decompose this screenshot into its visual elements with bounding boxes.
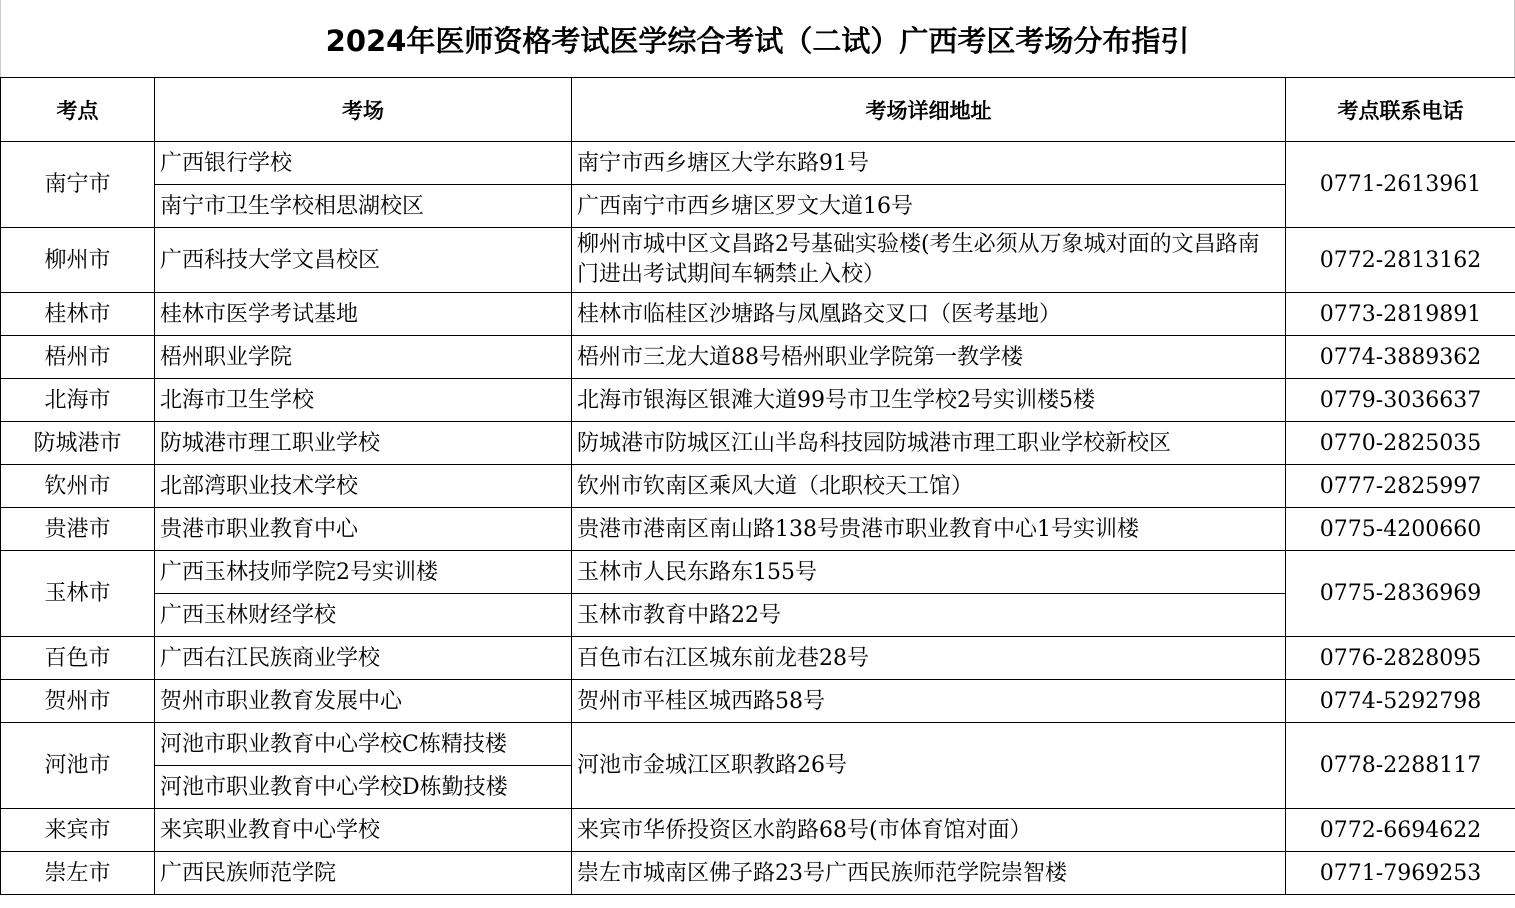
site-cell: 贺州市职业教育发展中心 [155, 680, 572, 723]
address-cell: 防城港市防城区江山半岛科技园防城港市理工职业学校新校区 [572, 422, 1286, 465]
table-row [1, 422, 1515, 465]
city-cell: 钦州市 [1, 465, 155, 508]
city-cell: 玉林市 [1, 551, 155, 637]
address-cell: 河池市金城江区职教路26号 [572, 723, 1286, 809]
header-city: 考点 [1, 78, 155, 142]
phone-cell: 0773-2819891 [1286, 293, 1515, 336]
phone-cell: 0774-5292798 [1286, 680, 1515, 723]
phone-cell: 0775-4200660 [1286, 508, 1515, 551]
site-cell: 广西玉林技师学院2号实训楼 [155, 551, 572, 594]
city-cell: 贵港市 [1, 508, 155, 551]
address-cell: 贺州市平桂区城西路58号 [572, 680, 1286, 723]
table-row [1, 723, 1515, 766]
site-cell: 梧州职业学院 [155, 336, 572, 379]
city-cell: 防城港市 [1, 422, 155, 465]
table-row [1, 809, 1515, 852]
address-cell: 贵港市港南区南山路138号贵港市职业教育中心1号实训楼 [572, 508, 1286, 551]
site-cell: 南宁市卫生学校相思湖校区 [155, 185, 572, 228]
city-cell: 南宁市 [1, 142, 155, 228]
city-cell: 贺州市 [1, 680, 155, 723]
address-cell: 来宾市华侨投资区水韵路68号(市体育馆对面） [572, 809, 1286, 852]
address-cell: 南宁市西乡塘区大学东路91号 [572, 142, 1286, 185]
header-phone: 考点联系电话 [1286, 78, 1515, 142]
phone-cell: 0777-2825997 [1286, 465, 1515, 508]
site-cell: 广西民族师范学院 [155, 852, 572, 895]
address-cell: 柳州市城中区文昌路2号基础实验楼(考生必须从万象城对面的文昌路南门进出考试期间车辆禁止入校） [572, 228, 1286, 293]
phone-cell: 0775-2836969 [1286, 551, 1515, 637]
site-cell: 贵港市职业教育中心 [155, 508, 572, 551]
site-cell: 广西银行学校 [155, 142, 572, 185]
header-address: 考场详细地址 [572, 78, 1286, 142]
city-cell: 百色市 [1, 637, 155, 680]
city-cell: 河池市 [1, 723, 155, 809]
site-cell: 桂林市医学考试基地 [155, 293, 572, 336]
address-cell: 梧州市三龙大道88号梧州职业学院第一教学楼 [572, 336, 1286, 379]
table-row [1, 465, 1515, 508]
site-cell: 来宾职业教育中心学校 [155, 809, 572, 852]
table-row [1, 680, 1515, 723]
phone-cell: 0771-2613961 [1286, 142, 1515, 228]
site-cell: 防城港市理工职业学校 [155, 422, 572, 465]
phone-cell: 0770-2825035 [1286, 422, 1515, 465]
site-cell: 广西科技大学文昌校区 [155, 228, 572, 293]
city-cell: 桂林市 [1, 293, 155, 336]
table-row [1, 336, 1515, 379]
site-cell: 河池市职业教育中心学校D栋勤技楼 [155, 766, 572, 809]
page-title: 2024年医师资格考试医学综合考试（二试）广西考区考场分布指引 [0, 0, 1515, 78]
address-cell: 玉林市人民东路东155号 [572, 551, 1286, 594]
table-row [1, 379, 1515, 422]
phone-cell: 0771-7969253 [1286, 852, 1515, 895]
city-cell: 崇左市 [1, 852, 155, 895]
table-row [1, 228, 1515, 293]
table-row [1, 551, 1515, 594]
city-cell: 来宾市 [1, 809, 155, 852]
address-cell: 桂林市临桂区沙塘路与凤凰路交叉口（医考基地） [572, 293, 1286, 336]
table-row [1, 852, 1515, 895]
table-row [1, 637, 1515, 680]
phone-cell: 0772-2813162 [1286, 228, 1515, 293]
site-cell: 广西玉林财经学校 [155, 594, 572, 637]
address-cell: 百色市右江区城东前龙巷28号 [572, 637, 1286, 680]
phone-cell: 0774-3889362 [1286, 336, 1515, 379]
address-cell: 崇左市城南区佛子路23号广西民族师范学院崇智楼 [572, 852, 1286, 895]
phone-cell: 0779-3036637 [1286, 379, 1515, 422]
address-cell: 北海市银海区银滩大道99号市卫生学校2号实训楼5楼 [572, 379, 1286, 422]
header-site: 考场 [155, 78, 572, 142]
city-cell: 北海市 [1, 379, 155, 422]
address-cell: 玉林市教育中路22号 [572, 594, 1286, 637]
address-cell: 广西南宁市西乡塘区罗文大道16号 [572, 185, 1286, 228]
table-row [1, 142, 1515, 185]
header-row [1, 78, 1515, 142]
site-cell: 北部湾职业技术学校 [155, 465, 572, 508]
city-cell: 梧州市 [1, 336, 155, 379]
city-cell: 柳州市 [1, 228, 155, 293]
phone-cell: 0772-6694622 [1286, 809, 1515, 852]
site-cell: 北海市卫生学校 [155, 379, 572, 422]
table-row [1, 293, 1515, 336]
phone-cell: 0776-2828095 [1286, 637, 1515, 680]
phone-cell: 0778-2288117 [1286, 723, 1515, 809]
address-cell: 钦州市钦南区乘风大道（北职校天工馆） [572, 465, 1286, 508]
table-row [1, 508, 1515, 551]
site-cell: 广西右江民族商业学校 [155, 637, 572, 680]
exam-site-table [0, 77, 1515, 895]
site-cell: 河池市职业教育中心学校C栋精技楼 [155, 723, 572, 766]
